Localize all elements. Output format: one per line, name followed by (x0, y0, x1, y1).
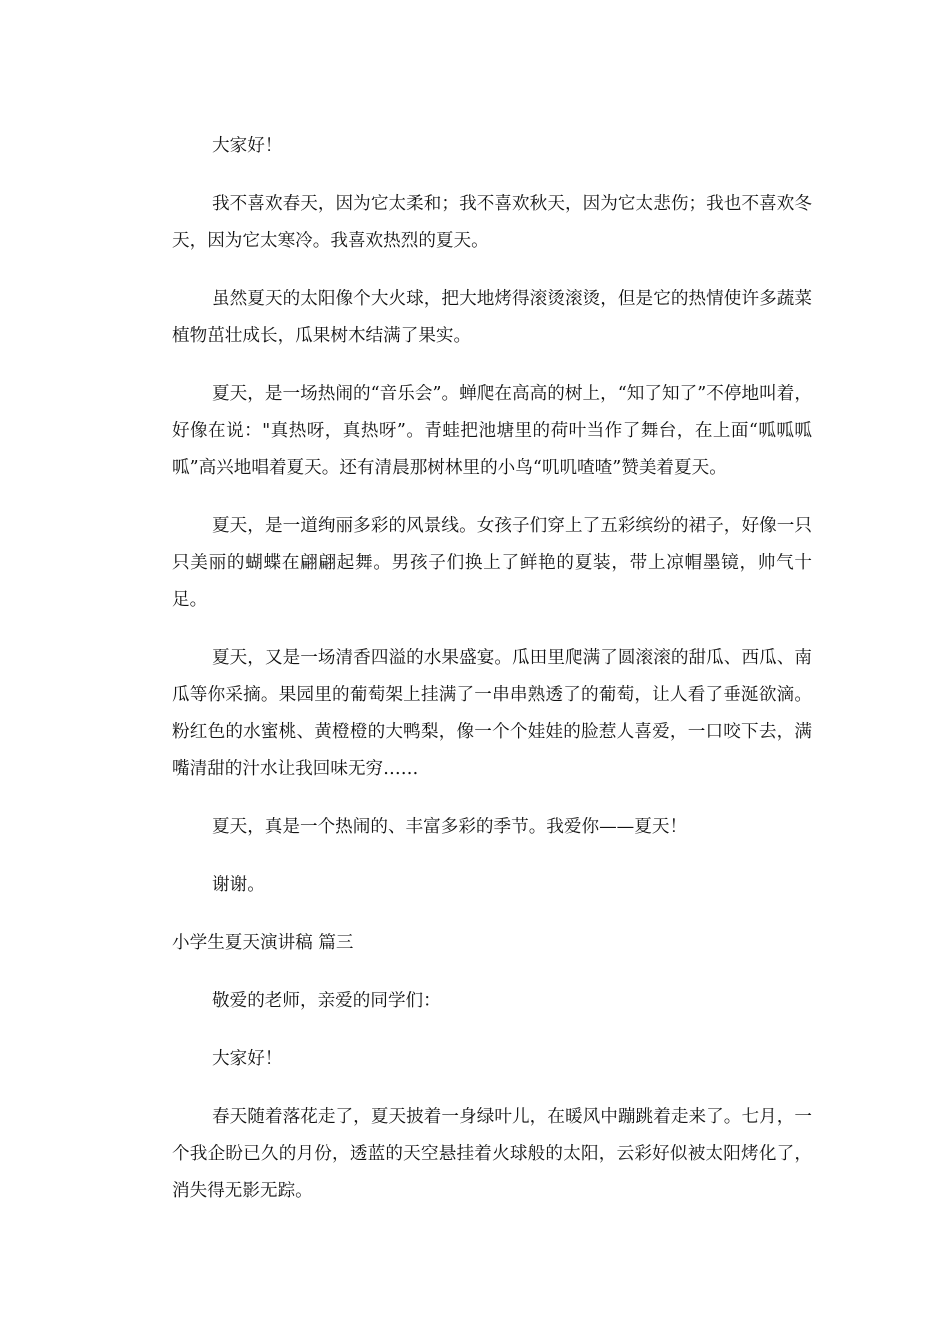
paragraph-thanks: 谢谢。 (212, 875, 265, 895)
paragraph-salutation: 敬爱的老师，亲爱的同学们： (212, 991, 441, 1011)
paragraph-summer-love: 夏天，真是一个热闹的、丰富多彩的季节。我爱你——夏天！ (212, 817, 688, 837)
paragraph-seasons: 我不喜欢春天，因为它太柔和；我不喜欢秋天，因为它太悲伤；我也不喜欢冬天，因为它太寒冷。我喜欢热烈的夏天。 (172, 194, 812, 251)
paragraph-summer-scenery: 夏天，是一道绚丽多彩的风景线。女孩子们穿上了五彩缤纷的裙子，好像一只只美丽的蝴蝶在翩翩起舞。男孩子们换上了鲜艳的夏装，带上凉帽墨镜，帅气十足。 (172, 516, 812, 610)
paragraph-summer-concert: 夏天，是一场热闹的“音乐会”。蝉爬在高高的树上，“知了知了”不停地叫着，好像在说："真热呀，真热呀”。青蛙把池塘里的荷叶当作了舞台，在上面“呱呱呱呱”高兴地唱着夏天。还有清晨那树林里的小鸟“叽叽喳喳”赞美着夏天。 (172, 384, 812, 478)
paragraph-july: 春天随着落花走了，夏天披着一身绿叶儿，在暖风中蹦跳着走来了。七月，一个我企盼已久的月份，透蓝的天空悬挂着火球般的太阳，云彩好似被太阳烤化了，消失得无影无踪。 (172, 1107, 812, 1201)
paragraph-greeting-1: 大家好！ (212, 136, 283, 156)
paragraph-summer-sun: 虽然夏天的太阳像个大火球，把大地烤得滚烫滚烫，但是它的热情使许多蔬菜植物茁壮成长，瓜果树木结满了果实。 (172, 289, 812, 346)
section-heading: 小学生夏天演讲稿 篇三 (172, 933, 354, 953)
document-body (172, 128, 812, 1231)
paragraph-summer-fruit: 夏天，又是一场清香四溢的水果盛宴。瓜田里爬满了圆滚滚的甜瓜、西瓜、南瓜等你采摘。果园里的葡萄架上挂满了一串串熟透了的葡萄，让人看了垂涎欲滴。粉红色的水蜜桃、黄橙橙的大鸭梨，像一个个娃娃的脸惹人喜爱，一口咬下去，满嘴清甜的汁水让我回味无穷…… (172, 648, 812, 779)
paragraph-greeting-2: 大家好！ (212, 1049, 283, 1069)
